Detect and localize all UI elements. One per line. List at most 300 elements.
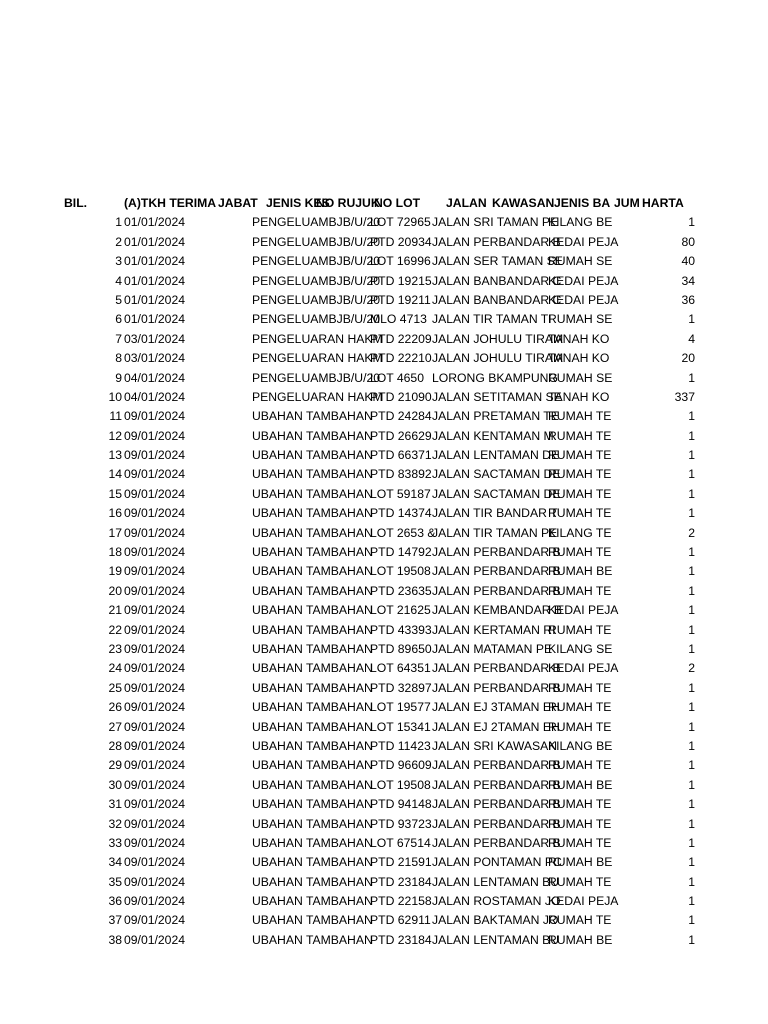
cell-tkh-terima: 09/01/2024	[124, 855, 185, 870]
cell-bil: 32	[108, 816, 122, 831]
cell-no-lot: LOT 67514	[370, 835, 431, 850]
cell-jalan-kawasan: JALAN ROSTAMAN JO	[432, 894, 561, 909]
cell-tkh-terima: 04/01/2024	[124, 370, 185, 385]
cell-jenis-kes: UBAHAN TAMBAHAN	[252, 545, 373, 560]
cell-jumlah: 1	[688, 894, 695, 909]
cell-jenis-kes: PENGELUAMBJB/U/20	[252, 312, 381, 327]
cell-jumlah: 1	[688, 913, 695, 928]
cell-jenis-kes: UBAHAN TAMBAHAN	[252, 409, 373, 424]
table-row	[0, 272, 768, 291]
table-row	[0, 659, 768, 678]
cell-jumlah: 1	[688, 564, 695, 579]
cell-jumlah: 1	[688, 874, 695, 889]
cell-no-lot: PTD 23184	[370, 874, 432, 889]
cell-jenis-bangunan: KEDAI PEJA	[548, 603, 619, 618]
cell-no-lot: PTD 21090	[370, 389, 432, 404]
cell-bil: 25	[108, 680, 122, 695]
cell-tkh-terima: 09/01/2024	[124, 661, 185, 676]
cell-bil: 29	[108, 758, 122, 773]
cell-bil: 2	[115, 234, 122, 249]
cell-tkh-terima: 09/01/2024	[124, 874, 185, 889]
header-tkh-terima: (A)TKH TERIMA	[124, 196, 217, 210]
cell-jumlah: 1	[688, 467, 695, 482]
cell-jumlah: 1	[688, 428, 695, 443]
cell-jalan-kawasan: JALAN SACTAMAN DE	[432, 467, 561, 482]
cell-no-lot: LOT 2653 &	[370, 525, 436, 540]
cell-jenis-kes: UBAHAN TAMBAHAN	[252, 564, 373, 579]
cell-tkh-terima: 09/01/2024	[124, 622, 185, 637]
cell-tkh-terima: 01/01/2024	[124, 273, 185, 288]
cell-jalan-kawasan: JALAN TIR TAMAN TI	[432, 312, 552, 327]
cell-jenis-bangunan: KILANG TE	[548, 525, 612, 540]
cell-jalan-kawasan: JALAN PERBANDAR B	[432, 758, 561, 773]
cell-jenis-kes: PENGELUARAN HAKM	[252, 389, 383, 404]
cell-bil: 33	[108, 835, 122, 850]
table-row	[0, 524, 768, 543]
table-row	[0, 388, 768, 407]
cell-jenis-bangunan: RUMAH SE	[548, 312, 613, 327]
header-jenis-bangunan: JENIS BA	[554, 196, 611, 210]
cell-jenis-bangunan: KILANG BE	[548, 215, 613, 230]
cell-jalan-kawasan: JALAN PERBANDAR B	[432, 816, 561, 831]
cell-jumlah: 1	[688, 545, 695, 560]
table-row	[0, 252, 768, 271]
table-row	[0, 310, 768, 329]
cell-jumlah: 4	[688, 331, 695, 346]
cell-no-lot: PTD 21591	[370, 855, 432, 870]
cell-jenis-bangunan: TANAH KO	[548, 331, 610, 346]
cell-jenis-bangunan: RUMAH TE	[548, 816, 612, 831]
cell-bil: 36	[108, 894, 122, 909]
cell-jumlah: 1	[688, 215, 695, 230]
cell-jalan-kawasan: JALAN PERBANDAR B	[432, 234, 561, 249]
cell-jalan-kawasan: JALAN SRI TAMAN PE	[432, 215, 559, 230]
cell-jalan-kawasan: JALAN KEMBANDAR B	[432, 603, 563, 618]
table-row	[0, 756, 768, 775]
cell-jumlah: 1	[688, 719, 695, 734]
cell-jalan-kawasan: JALAN SER TAMAN SE	[432, 254, 563, 269]
cell-jalan-kawasan: JALAN EJ 3TAMAN EH	[432, 700, 560, 715]
table-row	[0, 330, 768, 349]
cell-no-lot: PTD 22210	[370, 351, 432, 366]
cell-tkh-terima: 01/01/2024	[124, 234, 185, 249]
cell-jalan-kawasan: JALAN PERBANDAR B	[432, 583, 561, 598]
cell-bil: 23	[108, 641, 122, 656]
cell-jenis-bangunan: RUMAH BE	[548, 777, 613, 792]
cell-jenis-kes: UBAHAN TAMBAHAN	[252, 797, 373, 812]
cell-jalan-kawasan: JALAN BANBANDAR C	[432, 292, 562, 307]
cell-jenis-bangunan: RUMAH BE	[548, 564, 613, 579]
cell-jalan-kawasan: JALAN SETITAMAN SE	[432, 389, 562, 404]
cell-jumlah: 40	[681, 254, 695, 269]
cell-jalan-kawasan: JALAN PERBANDAR B	[432, 661, 561, 676]
table-row	[0, 446, 768, 465]
cell-jumlah: 20	[681, 351, 695, 366]
cell-jumlah: 1	[688, 816, 695, 831]
cell-jenis-bangunan: RUMAH TE	[548, 506, 612, 521]
table-row	[0, 776, 768, 795]
cell-no-lot: PTD 94148	[370, 797, 432, 812]
cell-jalan-kawasan: JALAN BANBANDAR C	[432, 273, 562, 288]
cell-jalan-kawasan: JALAN EJ 2TAMAN EH	[432, 719, 560, 734]
cell-jalan-kawasan: LORONG BKAMPUNG	[432, 370, 558, 385]
table-row	[0, 233, 768, 252]
cell-jalan-kawasan: JALAN KERTAMAN RI	[432, 622, 556, 637]
cell-tkh-terima: 09/01/2024	[124, 448, 185, 463]
cell-tkh-terima: 09/01/2024	[124, 564, 185, 579]
cell-bil: 8	[115, 351, 122, 366]
cell-jenis-kes: PENGELUAMBJB/U/20	[252, 254, 381, 269]
cell-jumlah: 1	[688, 603, 695, 618]
table-row	[0, 892, 768, 911]
cell-jumlah: 1	[688, 700, 695, 715]
cell-no-lot: PTD 20934	[370, 234, 432, 249]
table-row	[0, 853, 768, 872]
cell-tkh-terima: 01/01/2024	[124, 292, 185, 307]
cell-no-lot: LOT 4650	[370, 370, 424, 385]
cell-bil: 5	[115, 292, 122, 307]
header-jumlah: JUM	[614, 196, 640, 210]
cell-jenis-bangunan: RUMAH TE	[548, 680, 612, 695]
cell-tkh-terima: 09/01/2024	[124, 816, 185, 831]
cell-bil: 20	[108, 583, 122, 598]
cell-jenis-kes: UBAHAN TAMBAHAN	[252, 583, 373, 598]
cell-tkh-terima: 09/01/2024	[124, 777, 185, 792]
cell-jumlah: 1	[688, 758, 695, 773]
cell-jenis-bangunan: RUMAH TE	[548, 467, 612, 482]
cell-no-lot: PTD 22158	[370, 894, 432, 909]
cell-jenis-kes: PENGELUAMBJB/U/20	[252, 273, 381, 288]
table-row	[0, 640, 768, 659]
cell-jumlah: 1	[688, 932, 695, 947]
cell-tkh-terima: 09/01/2024	[124, 797, 185, 812]
header-kawasan: KAWASAN	[492, 196, 555, 210]
cell-tkh-terima: 03/01/2024	[124, 331, 185, 346]
cell-bil: 15	[108, 486, 122, 501]
cell-jenis-bangunan: RUMAH TE	[548, 583, 612, 598]
cell-jenis-bangunan: RUMAH TE	[548, 428, 612, 443]
cell-jalan-kawasan: JALAN PERBANDAR B	[432, 835, 561, 850]
header-no-rujukan: NO RUJUK	[316, 196, 380, 210]
cell-jumlah: 1	[688, 506, 695, 521]
cell-jenis-kes: PENGELUAMBJB/U/20	[252, 370, 381, 385]
cell-bil: 26	[108, 700, 122, 715]
cell-jenis-bangunan: RUMAH TE	[548, 486, 612, 501]
cell-jumlah: 1	[688, 312, 695, 327]
cell-tkh-terima: 04/01/2024	[124, 389, 185, 404]
cell-no-lot: PTD 14374	[370, 506, 432, 521]
cell-jenis-bangunan: RUMAH TE	[548, 913, 612, 928]
cell-jenis-bangunan: KEDAI PEJA	[548, 292, 619, 307]
cell-tkh-terima: 09/01/2024	[124, 680, 185, 695]
cell-jumlah: 34	[681, 273, 695, 288]
table-row	[0, 795, 768, 814]
cell-jenis-kes: UBAHAN TAMBAHAN	[252, 835, 373, 850]
cell-jalan-kawasan: JALAN PERBANDAR B	[432, 564, 561, 579]
cell-no-lot: LOT 15341	[370, 719, 431, 734]
cell-jumlah: 2	[688, 661, 695, 676]
cell-tkh-terima: 09/01/2024	[124, 913, 185, 928]
cell-jumlah: 80	[681, 234, 695, 249]
cell-bil: 30	[108, 777, 122, 792]
cell-jenis-kes: UBAHAN TAMBAHAN	[252, 758, 373, 773]
header-jenis-kes: JENIS KES	[266, 196, 330, 210]
cell-jenis-bangunan: KEDAI PEJA	[548, 661, 619, 676]
cell-jenis-kes: UBAHAN TAMBAHAN	[252, 894, 373, 909]
cell-no-lot: PTD 93723	[370, 816, 432, 831]
cell-bil: 14	[108, 467, 122, 482]
cell-jumlah: 1	[688, 409, 695, 424]
cell-jalan-kawasan: JALAN PERBANDAR B	[432, 797, 561, 812]
cell-jenis-bangunan: RUMAH TE	[548, 835, 612, 850]
cell-jalan-kawasan: JALAN LENTAMAN BU	[432, 932, 560, 947]
cell-tkh-terima: 01/01/2024	[124, 254, 185, 269]
cell-no-lot: LOT 72965	[370, 215, 431, 230]
cell-tkh-terima: 01/01/2024	[124, 215, 185, 230]
spreadsheet-table	[0, 194, 768, 950]
cell-jumlah: 1	[688, 797, 695, 812]
cell-jenis-kes: PENGELUAMBJB/U/20	[252, 215, 381, 230]
table-row	[0, 213, 768, 232]
cell-jumlah: 36	[681, 292, 695, 307]
cell-jumlah: 1	[688, 370, 695, 385]
cell-jalan-kawasan: JALAN LENTAMAN BU	[432, 874, 560, 889]
cell-bil: 7	[115, 331, 122, 346]
cell-no-lot: LOT 19577	[370, 700, 431, 715]
cell-jenis-bangunan: KILANG SE	[548, 641, 613, 656]
cell-bil: 38	[108, 932, 122, 947]
cell-tkh-terima: 09/01/2024	[124, 738, 185, 753]
header-harta: HARTA	[642, 196, 684, 210]
table-row	[0, 601, 768, 620]
cell-jenis-kes: UBAHAN TAMBAHAN	[252, 680, 373, 695]
cell-jalan-kawasan: JALAN JOHULU TIRAM	[432, 331, 564, 346]
cell-jenis-bangunan: RUMAH TE	[548, 758, 612, 773]
cell-jenis-bangunan: KEDAI PEJA	[548, 894, 619, 909]
cell-jalan-kawasan: JALAN PERBANDAR B	[432, 777, 561, 792]
cell-jalan-kawasan: JALAN TIR BANDAR T	[432, 506, 558, 521]
table-row	[0, 504, 768, 523]
header-jabatan: JABAT	[218, 196, 258, 210]
cell-jalan-kawasan: JALAN SRI KAWASAN	[432, 738, 558, 753]
cell-jalan-kawasan: JALAN PONTAMAN PC	[432, 855, 562, 870]
table-row	[0, 815, 768, 834]
cell-tkh-terima: 09/01/2024	[124, 409, 185, 424]
table-row	[0, 407, 768, 426]
cell-jalan-kawasan: JALAN JOHULU TIRAM	[432, 351, 564, 366]
cell-no-lot: PTD 19215	[370, 273, 432, 288]
cell-jenis-bangunan: RUMAH TE	[548, 719, 612, 734]
cell-tkh-terima: 09/01/2024	[124, 758, 185, 773]
cell-jenis-bangunan: RUMAH SE	[548, 254, 613, 269]
cell-jenis-kes: UBAHAN TAMBAHAN	[252, 467, 373, 482]
cell-tkh-terima: 01/01/2024	[124, 312, 185, 327]
cell-jenis-bangunan: TANAH KO	[548, 389, 610, 404]
cell-jenis-bangunan: RUMAH TE	[548, 622, 612, 637]
cell-jumlah: 1	[688, 777, 695, 792]
cell-jalan-kawasan: JALAN PRETAMAN TE	[432, 409, 559, 424]
cell-jenis-kes: UBAHAN TAMBAHAN	[252, 700, 373, 715]
cell-tkh-terima: 09/01/2024	[124, 641, 185, 656]
table-row	[0, 911, 768, 930]
table-row	[0, 543, 768, 562]
cell-jenis-bangunan: RUMAH TE	[548, 700, 612, 715]
cell-jalan-kawasan: JALAN PERBANDAR B	[432, 545, 561, 560]
header-jalan: JALAN	[446, 196, 487, 210]
table-row	[0, 427, 768, 446]
cell-jenis-kes: UBAHAN TAMBAHAN	[252, 738, 373, 753]
cell-bil: 10	[108, 389, 122, 404]
cell-jenis-bangunan: RUMAH BE	[548, 932, 613, 947]
cell-bil: 11	[109, 409, 122, 424]
cell-jumlah: 1	[688, 641, 695, 656]
cell-jenis-kes: UBAHAN TAMBAHAN	[252, 428, 373, 443]
cell-no-lot: PTD 32897	[370, 680, 432, 695]
table-row	[0, 931, 768, 950]
cell-jenis-kes: UBAHAN TAMBAHAN	[252, 603, 373, 618]
table-row	[0, 485, 768, 504]
cell-tkh-terima: 09/01/2024	[124, 719, 185, 734]
cell-jenis-bangunan: KEDAI PEJA	[548, 234, 619, 249]
cell-tkh-terima: 09/01/2024	[124, 583, 185, 598]
cell-jumlah: 1	[688, 622, 695, 637]
cell-bil: 16	[108, 506, 122, 521]
cell-tkh-terima: 09/01/2024	[124, 486, 185, 501]
cell-jenis-kes: UBAHAN TAMBAHAN	[252, 448, 373, 463]
table-row	[0, 621, 768, 640]
cell-jenis-kes: UBAHAN TAMBAHAN	[252, 486, 373, 501]
cell-jalan-kawasan: JALAN MATAMAN PE	[432, 641, 553, 656]
cell-no-lot: LOT 19508	[370, 564, 431, 579]
cell-tkh-terima: 09/01/2024	[124, 545, 185, 560]
cell-bil: 9	[115, 370, 122, 385]
cell-no-lot: LOT 59187	[370, 486, 431, 501]
cell-bil: 3	[115, 254, 122, 269]
cell-bil: 35	[108, 874, 122, 889]
cell-bil: 13	[108, 448, 122, 463]
cell-bil: 4	[115, 273, 122, 288]
cell-tkh-terima: 09/01/2024	[124, 894, 185, 909]
cell-jenis-kes: UBAHAN TAMBAHAN	[252, 525, 373, 540]
table-row	[0, 562, 768, 581]
cell-jumlah: 1	[688, 583, 695, 598]
cell-no-lot: PTD 89650	[370, 641, 432, 656]
cell-jalan-kawasan: JALAN BAKTAMAN JO	[432, 913, 559, 928]
cell-bil: 6	[115, 312, 122, 327]
cell-jenis-bangunan: RUMAH SE	[548, 370, 613, 385]
header-row	[0, 194, 768, 213]
table-row	[0, 679, 768, 698]
cell-jenis-kes: UBAHAN TAMBAHAN	[252, 506, 373, 521]
cell-tkh-terima: 03/01/2024	[124, 351, 185, 366]
cell-jenis-kes: UBAHAN TAMBAHAN	[252, 661, 373, 676]
cell-jenis-kes: PENGELUAMBJB/U/20	[252, 234, 381, 249]
cell-jalan-kawasan: JALAN KENTAMAN M	[432, 428, 554, 443]
table-row	[0, 718, 768, 737]
cell-jenis-kes: UBAHAN TAMBAHAN	[252, 641, 373, 656]
table-row	[0, 291, 768, 310]
cell-jumlah: 2	[688, 525, 695, 540]
cell-jenis-kes: UBAHAN TAMBAHAN	[252, 777, 373, 792]
cell-jenis-kes: UBAHAN TAMBAHAN	[252, 874, 373, 889]
cell-no-lot: PTD 62911	[370, 913, 431, 928]
cell-no-lot: PTD 83892	[370, 467, 432, 482]
cell-jenis-bangunan: RUMAH TE	[548, 409, 612, 424]
cell-no-lot: MLO 4713	[370, 312, 427, 327]
header-no-lot: NO LOT	[374, 196, 421, 210]
cell-jenis-kes: UBAHAN TAMBAHAN	[252, 719, 373, 734]
table-row	[0, 465, 768, 484]
cell-no-lot: LOT 16996	[370, 254, 431, 269]
cell-bil: 34	[108, 855, 122, 870]
cell-jenis-kes: PENGELUARAN HAKM	[252, 331, 383, 346]
cell-jumlah: 1	[688, 835, 695, 850]
cell-bil: 31	[108, 797, 122, 812]
cell-tkh-terima: 09/01/2024	[124, 603, 185, 618]
cell-jenis-bangunan: KILANG BE	[548, 738, 613, 753]
cell-no-lot: LOT 64351	[370, 661, 431, 676]
cell-no-lot: PTD 96609	[370, 758, 432, 773]
cell-jumlah: 1	[688, 448, 695, 463]
cell-no-lot: PTD 43393	[370, 622, 432, 637]
cell-jenis-bangunan: RUMAH TE	[548, 545, 612, 560]
cell-jenis-bangunan: RUMAH TE	[548, 797, 612, 812]
cell-no-lot: PTD 23184	[370, 932, 432, 947]
table-row	[0, 349, 768, 368]
cell-bil: 1	[115, 215, 122, 230]
cell-bil: 19	[108, 564, 122, 579]
cell-tkh-terima: 09/01/2024	[124, 467, 185, 482]
cell-jenis-bangunan: RUMAH BE	[548, 855, 613, 870]
table-row	[0, 582, 768, 601]
cell-tkh-terima: 09/01/2024	[124, 932, 185, 947]
cell-jumlah: 337	[674, 389, 695, 404]
cell-no-lot: LOT 19508	[370, 777, 431, 792]
cell-jalan-kawasan: JALAN PERBANDAR B	[432, 680, 561, 695]
cell-jenis-bangunan: RUMAH TE	[548, 874, 612, 889]
cell-bil: 12	[108, 428, 122, 443]
cell-jenis-kes: UBAHAN TAMBAHAN	[252, 913, 373, 928]
cell-bil: 21	[108, 603, 122, 618]
cell-bil: 28	[108, 738, 122, 753]
cell-bil: 22	[108, 622, 122, 637]
cell-bil: 37	[108, 913, 122, 928]
cell-tkh-terima: 09/01/2024	[124, 506, 185, 521]
cell-jumlah: 1	[688, 738, 695, 753]
cell-no-lot: PTD 66371	[370, 448, 432, 463]
table-row	[0, 737, 768, 756]
cell-jenis-bangunan: TANAH KO	[548, 351, 610, 366]
cell-no-lot: LOT 21625	[370, 603, 431, 618]
cell-jenis-kes: UBAHAN TAMBAHAN	[252, 932, 373, 947]
cell-no-lot: PTD 14792	[370, 545, 432, 560]
cell-bil: 24	[108, 661, 122, 676]
table-row	[0, 834, 768, 853]
cell-jenis-kes: UBAHAN TAMBAHAN	[252, 816, 373, 831]
cell-no-lot: PTD 26629	[370, 428, 432, 443]
cell-jenis-bangunan: KEDAI PEJA	[548, 273, 619, 288]
cell-jumlah: 1	[688, 855, 695, 870]
cell-tkh-terima: 09/01/2024	[124, 835, 185, 850]
cell-jalan-kawasan: JALAN SACTAMAN DE	[432, 486, 561, 501]
cell-tkh-terima: 09/01/2024	[124, 525, 185, 540]
cell-no-lot: PTD 11423	[370, 738, 431, 753]
table-row	[0, 873, 768, 892]
cell-jalan-kawasan: JALAN TIR TAMAN PE	[432, 525, 558, 540]
cell-jumlah: 1	[688, 486, 695, 501]
cell-bil: 17	[108, 525, 122, 540]
cell-tkh-terima: 09/01/2024	[124, 700, 185, 715]
